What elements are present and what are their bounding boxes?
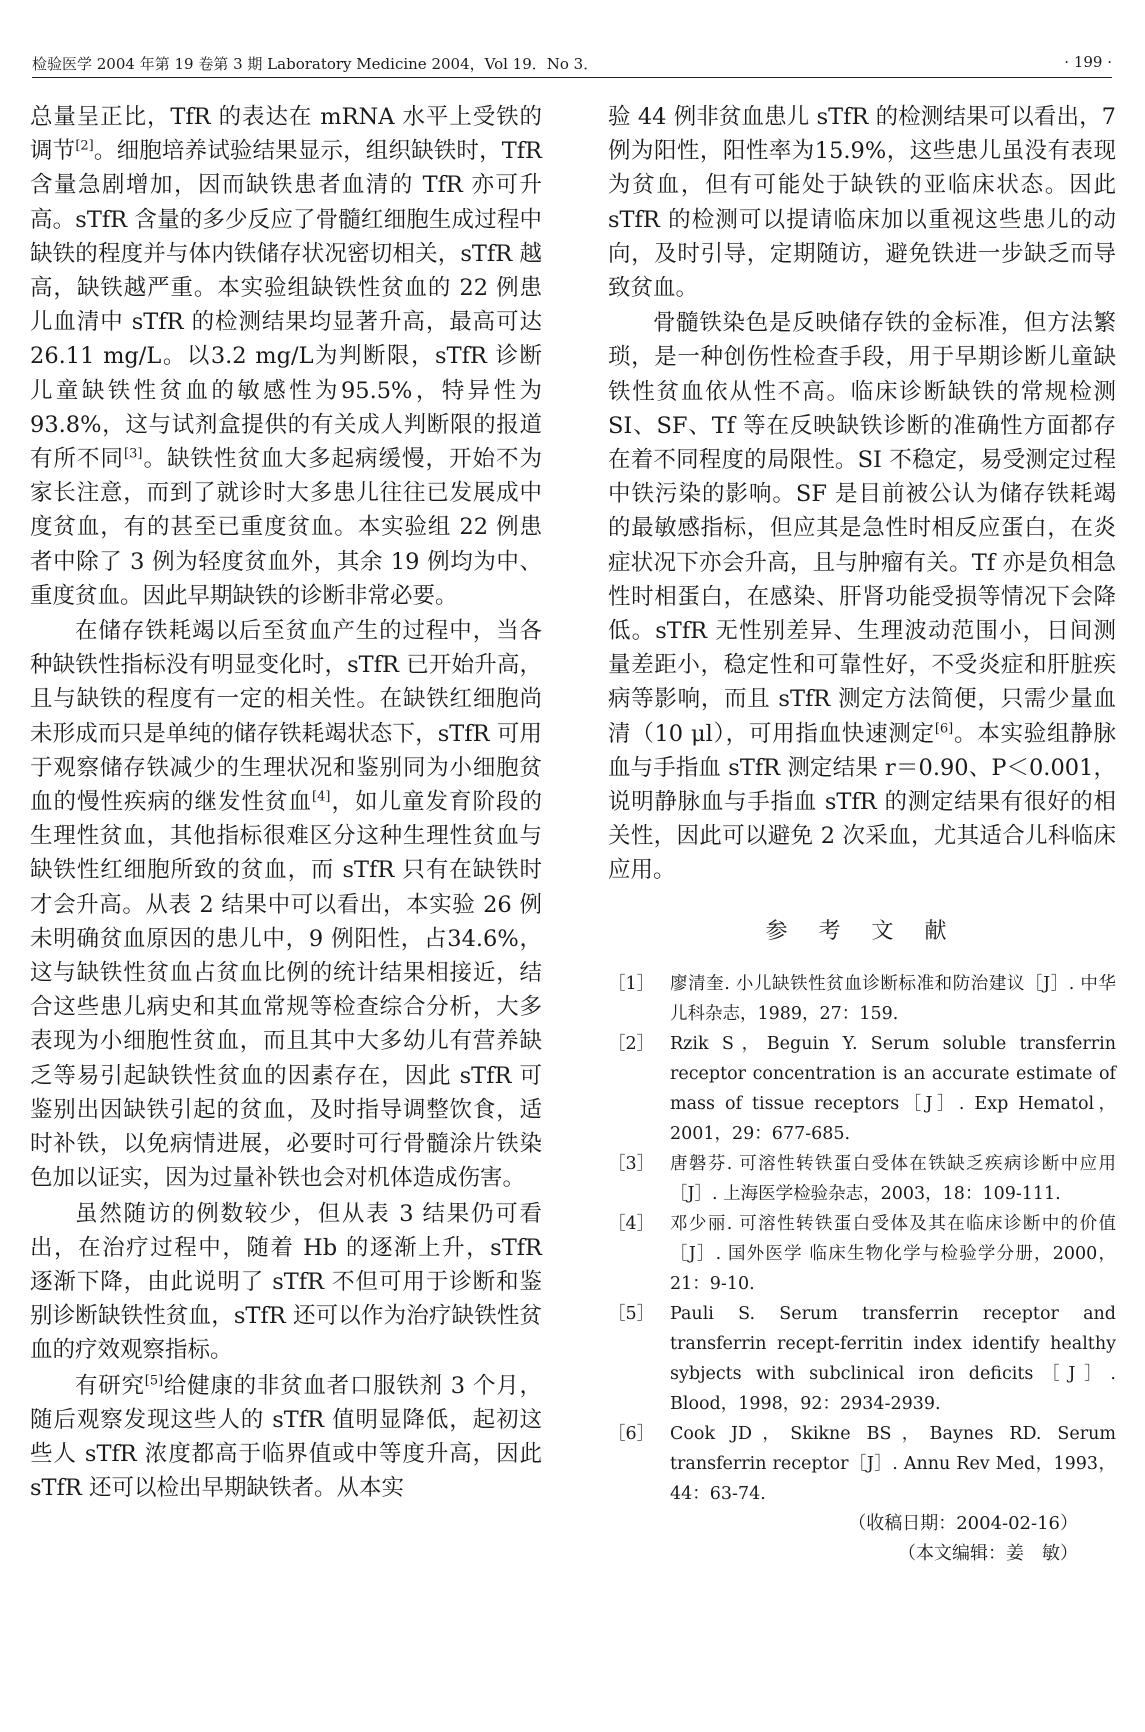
paragraph bbox=[30, 100, 542, 613]
reference-item bbox=[608, 1299, 1116, 1419]
text-span: 总量呈正比，TfR 的表达在 mRNA 水平上受铁的调节 bbox=[30, 104, 542, 165]
editor-note: （本文编辑：姜 敏） bbox=[898, 1542, 1078, 1564]
text-span: 有研究 bbox=[75, 1372, 145, 1399]
text-span: 。缺铁性贫血大多起病缓慢，开始不为家长注意，而到了就诊时大多患儿往往已发展成中度贫血，有的甚至已重度贫血。本实验组 22 例患者中除了 3 例为轻度贫血外，其余 19 例均为中、重度贫血。因此早期缺铁的诊断非常必要。 bbox=[30, 446, 542, 609]
page-number: · 199 · bbox=[1064, 53, 1112, 71]
reference-text: Rzik S，Beguin Y. Serum soluble transferrin receptor concentration is an accurate estimate of mass of tissue receptors［J］. Exp Hematol，2001，29：677-685. bbox=[670, 1033, 1116, 1144]
reference-item bbox=[608, 1149, 1116, 1209]
paragraph bbox=[608, 306, 1116, 887]
reference-item bbox=[608, 1029, 1116, 1149]
reference-item bbox=[608, 1209, 1116, 1299]
text-span: 。本实验组静脉血与手指血 sTfR 测定结果 r＝0.90、P＜0.001，说明静脉血与手指血 sTfR 的测定结果有很好的相关性，因此可以避免 2 次采血，尤其适合儿科临床应用。 bbox=[608, 720, 1116, 884]
reference-item bbox=[608, 1419, 1116, 1509]
citation-ref: [6] bbox=[934, 721, 954, 737]
reference-number: ［3］ bbox=[608, 1153, 655, 1174]
reference-number: ［1］ bbox=[608, 973, 655, 994]
text-span: ，如儿童发育阶段的生理性贫血，其他指标很难区分这种生理性贫血与缺铁性红细胞所致的贫血，而 sTfR 只有在缺铁时才会升高。从表 2 结果中可以看出，本实验 26 例未明确贫血原因的患儿中，9 例阳性，占34.6%，这与缺铁性贫血占贫血比例的统计结果相接近，结合这些患儿病史和其血常规等检查综合分析，大多表现为小细胞性贫血，而且其中大多幼儿有营养缺乏等易引起缺铁性贫血的因素存在，因此 sTfR 可鉴别出因缺铁引起的贫血，及时指导调整饮食，适时补铁，以免病情进展，必要时可行骨髓涂片铁染色加以证实，因为过量补铁也会对机体造成伤害。 bbox=[30, 789, 542, 1192]
reference-number: ［2］ bbox=[608, 1033, 655, 1054]
reference-text: 廖清奎. 小儿缺铁性贫血诊断标准和防治建议［J］. 中华儿科杂志，1989，27：159. bbox=[670, 973, 1116, 1024]
reference-text: Pauli S. Serum transferrin receptor and transferrin recept-ferritin index identify healthy sybjects with subclinical iron deficits［J］. Blood，1998，92：2934-2939. bbox=[670, 1303, 1116, 1414]
running-header bbox=[32, 47, 1112, 78]
paragraph bbox=[30, 1369, 542, 1506]
paragraph: 验 44 例非贫血患儿 sTfR 的检测结果可以看出，7 例为阳性，阳性率为15.9%，这些患儿虽没有表现为贫血，但有可能处于缺铁的亚临床状态。因此 sTfR 的检测可以提请临床加以重视这些患儿的动向，及时引导，定期随访，避免铁进一步缺乏而导致贫血。 bbox=[608, 104, 1116, 302]
received-date: （收稿日期：2004-02-16） bbox=[848, 1512, 1078, 1534]
reference-item bbox=[608, 969, 1116, 1029]
right-column bbox=[608, 100, 1116, 1569]
paragraph bbox=[30, 614, 542, 1195]
journal-header: 检验医学 2004 年第 19 卷第 3 期 Laboratory Medicine 2004，Vol 19．No 3． bbox=[32, 55, 599, 73]
paragraph: 虽然随访的例数较少，但从表 3 结果仍可看出，在治疗过程中，随着 Hb 的逐渐上升，sTfR 逐渐下降，由此说明了 sTfR 不但可用于诊断和鉴别诊断缺铁性贫血，sTfR 还可以作为治疗缺铁性贫血的疗效观察指标。 bbox=[30, 1200, 542, 1364]
reference-text: 唐磐芬. 可溶性转铁蛋白受体在铁缺乏疾病诊断中应用［J］. 上海医学检验杂志，2003，18：109-111. bbox=[670, 1153, 1116, 1204]
text-span: 给健康的非贫血者口服铁剂 3 个月，随后观察发现这些人的 sTfR 值明显降低，起初这些人 sTfR 浓度都高于临界值或中等度升高，因此 sTfR 还可以检出早期缺铁者。从本实 bbox=[30, 1372, 542, 1502]
references-heading: 参 考 文 献 bbox=[765, 918, 959, 944]
citation-ref: [4] bbox=[312, 789, 331, 805]
citation-ref: [5] bbox=[144, 1373, 164, 1389]
text-span: 。细胞培养试验结果显示，组织缺铁时，TfR 含量急剧增加，因而缺铁患者血清的 TfR 亦可升高。sTfR 含量的多少反应了骨髓红细胞生成过程中缺铁的程度并与体内铁储存状况密切相关，sTfR 越高，缺铁越严重。本实验组缺铁性贫血的 22 例患儿血清中 sTfR 的检测结果均显著升高，最高可达26.11 mg/L。以3.2 mg/L为判断限，sTfR 诊断儿童缺铁性贫血的敏感性为95.5%，特异性为93.8%，这与试剂盒提供的有关成人判断限的报道有所不同 bbox=[30, 138, 542, 473]
reference-number: ［6］ bbox=[608, 1423, 655, 1444]
citation-ref: [3] bbox=[124, 446, 143, 462]
reference-text: 邓少丽. 可溶性转铁蛋白受体及其在临床诊断中的价值［J］. 国外医学 临床生物化学与检验学分册，2000，21：9-10. bbox=[670, 1213, 1116, 1294]
left-column bbox=[30, 100, 542, 1506]
text-span: 在储存铁耗竭以后至贫血产生的过程中，当各种缺铁性指标没有明显变化时，sTfR 已开始升高，且与缺铁的程度有一定的相关性。在缺铁红细胞尚未形成而只是单纯的储存铁耗竭状态下，sTfR 可用于观察储存铁减少的生理状况和鉴别同为小细胞贫血的慢性疾病的继发性贫血 bbox=[30, 618, 542, 816]
reference-number: ［5］ bbox=[608, 1303, 655, 1324]
reference-text: Cook JD，Skikne BS，Baynes RD. Serum transferrin receptor［J］. Annu Rev Med，1993，44：63-74. bbox=[670, 1423, 1116, 1504]
citation-ref: [2] bbox=[75, 138, 94, 154]
reference-number: ［4］ bbox=[608, 1213, 655, 1234]
text-span: 骨髓铁染色是反映储存铁的金标准，但方法繁琐，是一种创伤性检查手段，用于早期诊断儿童缺铁性贫血依从性不高。临床诊断缺铁的常规检测 SI、SF、Tf 等在反映缺铁诊断的准确性方面都存在着不同程度的局限性。SI 不稳定，易受测定过程中铁污染的影响。SF 是目前被公认为储存铁耗竭的最敏感指标，但应其是急性时相反应蛋白，在炎症状况下亦会升高，且与肿瘤有关。Tf 亦是负相急性时相蛋白，在感染、肝肾功能受损等情况下会降低。sTfR 无性别差异、生理波动范围小，日间测量差距小，稳定性和可靠性好，不受炎症和肝脏疾病等影响，而且 sTfR 测定方法简便，只需少量血清（10 μl），可用指血快速测定 bbox=[608, 310, 1116, 747]
